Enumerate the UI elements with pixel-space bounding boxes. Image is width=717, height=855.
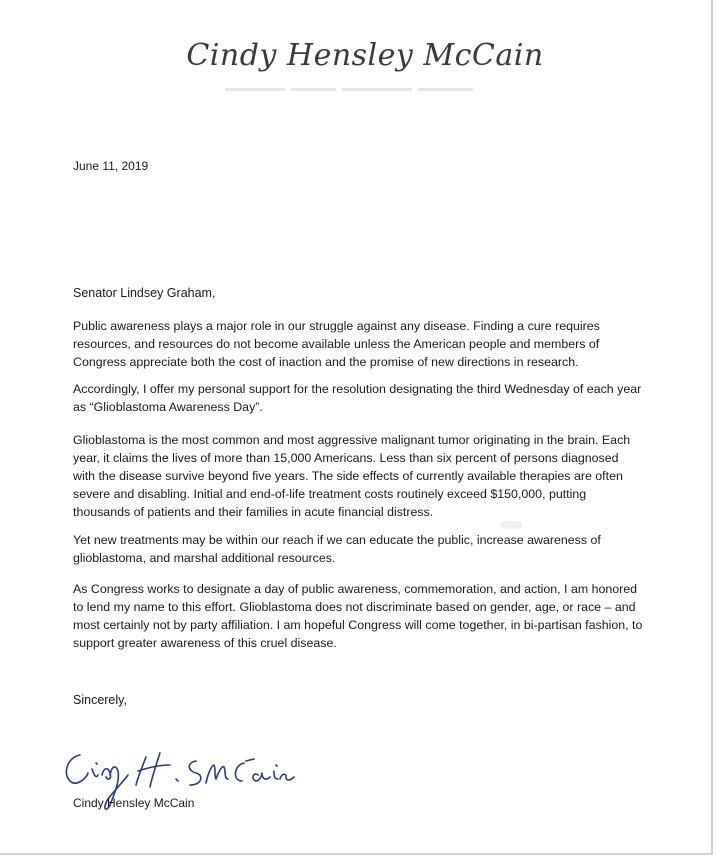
letter-paragraph: Public awareness plays a major role in our struggle against any disease. Finding a cure requires resources, and resources do not become available unless the American people and members of Congress appreciate both the cost of inaction and the promise of new directions in research.	[73, 319, 600, 369]
scan-smudge	[500, 521, 522, 529]
letter-paragraph: Glioblastoma is the most common and most aggressive malignant tumor originating in the brain. Each year, it claims the lives of more than 15,000 Americans. Less than six percent of persons diagnosed with the disease survive beyond five years. The side effects of currently available therapies are often severe and disabling. Initial and end-of-life treatment costs routinely exceed $150,000, putting thousands of patients and their families in acute financial distress.	[73, 433, 631, 519]
letter-paragraph: As Congress works to designate a day of public awareness, commemoration, and action, I am honored to lend my name to this effort. Glioblastoma does not discriminate based on gender, age, or race – and most certainly not by party affiliation. I am hopeful Congress will come together, in bi-partisan fashion, to support greater awareness of this cruel disease.	[73, 582, 643, 650]
letter-paragraph: Yet new treatments may be within our reach if we can educate the public, increase awareness of glioblastoma, and marshal additional resources.	[73, 533, 601, 565]
letter-closing: Sincerely,	[73, 693, 127, 707]
letter-date: June 11, 2019	[73, 159, 149, 173]
signer-name: Cindy Hensley McCain	[73, 796, 195, 810]
letter-greeting: Senator Lindsey Graham,	[73, 286, 216, 300]
letter-paragraph: Accordingly, I offer my personal support for the resolution designating the third Wednesday of each year as “Glioblastoma Awareness Day”.	[73, 382, 642, 414]
letterhead-address-line	[225, 88, 505, 93]
letterhead-name: Cindy Hensley McCain	[186, 38, 544, 73]
